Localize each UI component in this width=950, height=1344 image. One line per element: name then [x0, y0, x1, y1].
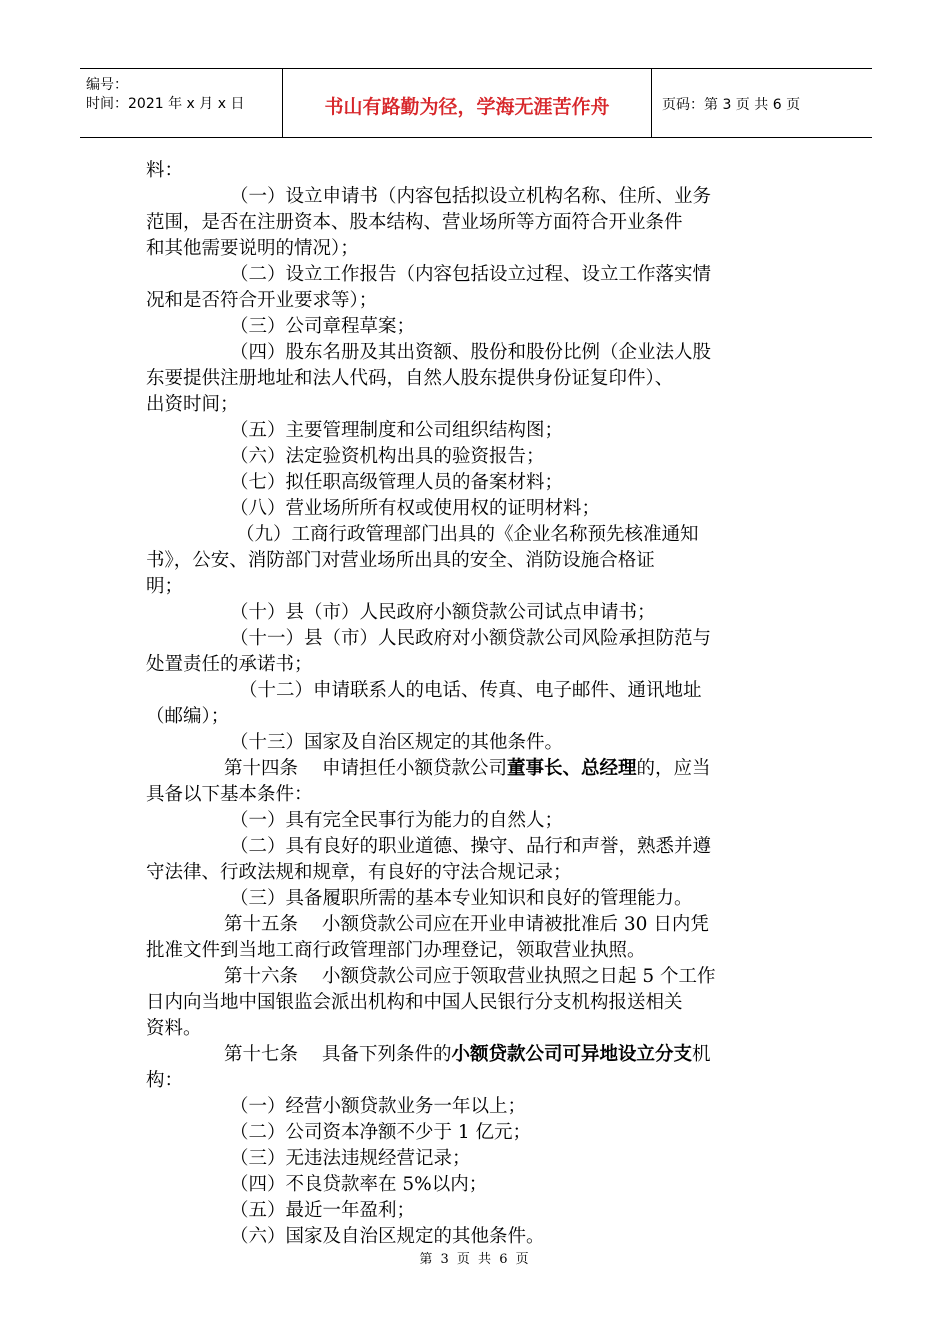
text-line: 明；	[146, 576, 184, 597]
article-14-number: 第十四条	[224, 758, 299, 779]
text-line: 守法律、行政法规和规章，有良好的守法合规记录；	[146, 862, 572, 883]
article-17-number: 第十七条	[224, 1044, 299, 1065]
header-motto: 书山有路勤为径，学海无涯苦作舟	[324, 96, 610, 118]
header-motto-cell	[283, 69, 652, 137]
list-item: （十一）县（市）人民政府对小额贷款公司风险承担防范与	[230, 628, 712, 649]
page-header	[80, 68, 872, 138]
date-label: 时间：2021 年 x 月 x 日	[86, 96, 245, 112]
list-item: （十）县（市）人民政府小额贷款公司试点申请书；	[230, 602, 656, 623]
list-item: （三）具备履职所需的基本专业知识和良好的管理能力。	[230, 888, 693, 909]
article-14-line	[146, 756, 810, 782]
article-17-text-end: 机	[692, 1044, 711, 1065]
article-15-text: 小额贷款公司应在开业申请被批准后 30 日内凭	[322, 914, 709, 935]
text-line: 批准文件到当地工商行政管理部门办理登记，领取营业执照。	[146, 940, 646, 961]
list-item: （五）主要管理制度和公司组织结构图；	[230, 420, 564, 441]
article-14-text: 申请担任小额贷款公司	[322, 758, 508, 779]
text-line: 构：	[146, 1070, 184, 1091]
text-line: 出资时间；	[146, 394, 239, 415]
list-item: （九）工商行政管理部门出具的《企业名称预先核准通知	[236, 524, 699, 545]
text-line: 资料。	[146, 1018, 202, 1039]
header-page-number: 页码：第 3 页 共 6 页	[662, 97, 801, 113]
list-item: （四）不良贷款率在 5%以内；	[230, 1174, 488, 1195]
text-line: 范围，是否在注册资本、股本结构、营业场所等方面符合开业条件	[146, 212, 683, 233]
article-17-line	[146, 1042, 810, 1068]
page-footer: 第 3 页 共 6 页	[419, 1252, 531, 1267]
article-17-emphasis: 小额贷款公司可异地设立分支	[451, 1044, 693, 1065]
list-item: （四）股东名册及其出资额、股份和股份比例（企业法人股	[230, 342, 712, 363]
list-item: （三）公司章程草案；	[230, 316, 416, 337]
list-item: （八）营业场所所有权或使用权的证明材料；	[230, 498, 601, 519]
list-item: （三）无违法违规经营记录；	[230, 1148, 471, 1169]
article-16-number: 第十六条	[224, 966, 299, 987]
list-item: （一）具有完全民事行为能力的自然人；	[230, 810, 564, 831]
list-item: （六）国家及自治区规定的其他条件。	[230, 1226, 545, 1247]
list-item: （十三）国家及自治区规定的其他条件。	[230, 732, 564, 753]
serial-number-label: 编号：	[86, 77, 128, 93]
article-16-line	[146, 964, 810, 990]
list-item: （六）法定验资机构出具的验资报告；	[230, 446, 545, 467]
header-page-cell	[652, 69, 872, 137]
list-item: （七）拟任职高级管理人员的备案材料；	[230, 472, 564, 493]
text-line: 处置责任的承诺书；	[146, 654, 313, 675]
text-line: （邮编）；	[146, 706, 230, 727]
text-line: 况和是否符合开业要求等）；	[146, 290, 378, 311]
article-16-text: 小额贷款公司应于领取营业执照之日起 5 个工作	[322, 966, 716, 987]
list-item: （一）设立申请书（内容包括拟设立机构名称、住所、业务	[230, 186, 712, 207]
text-line: 东要提供注册地址和法人代码，自然人股东提供身份证复印件）、	[146, 368, 674, 389]
list-item: （十二）申请联系人的电话、传真、电子邮件、通讯地址	[239, 680, 702, 701]
header-meta-cell	[80, 69, 283, 137]
document-body	[146, 158, 810, 1250]
list-item: （二）公司资本净额不少于 1 亿元；	[230, 1122, 532, 1143]
text-line: 和其他需要说明的情况）；	[146, 238, 359, 259]
article-15-number: 第十五条	[224, 914, 299, 935]
article-14-emphasis: 董事长、总经理	[507, 758, 637, 779]
text-line: 书》，公安、消防部门对营业场所出具的安全、消防设施合格证	[146, 550, 655, 571]
article-14-text-end: 的，应当	[636, 758, 711, 779]
text-line: 日内向当地中国银监会派出机构和中国人民银行分支机构报送相关	[146, 992, 683, 1013]
list-item: （一）经营小额贷款业务一年以上；	[230, 1096, 527, 1117]
text-line: 具备以下基本条件：	[146, 784, 313, 805]
article-15-line	[146, 912, 810, 938]
text-line: 料：	[146, 160, 184, 181]
list-item: （二）设立工作报告（内容包括设立过程、设立工作落实情	[230, 264, 712, 285]
article-17-text: 具备下列条件的	[322, 1044, 452, 1065]
list-item: （五）最近一年盈利；	[230, 1200, 416, 1221]
list-item: （二）具有良好的职业道德、操守、品行和声誉，熟悉并遵	[230, 836, 712, 857]
